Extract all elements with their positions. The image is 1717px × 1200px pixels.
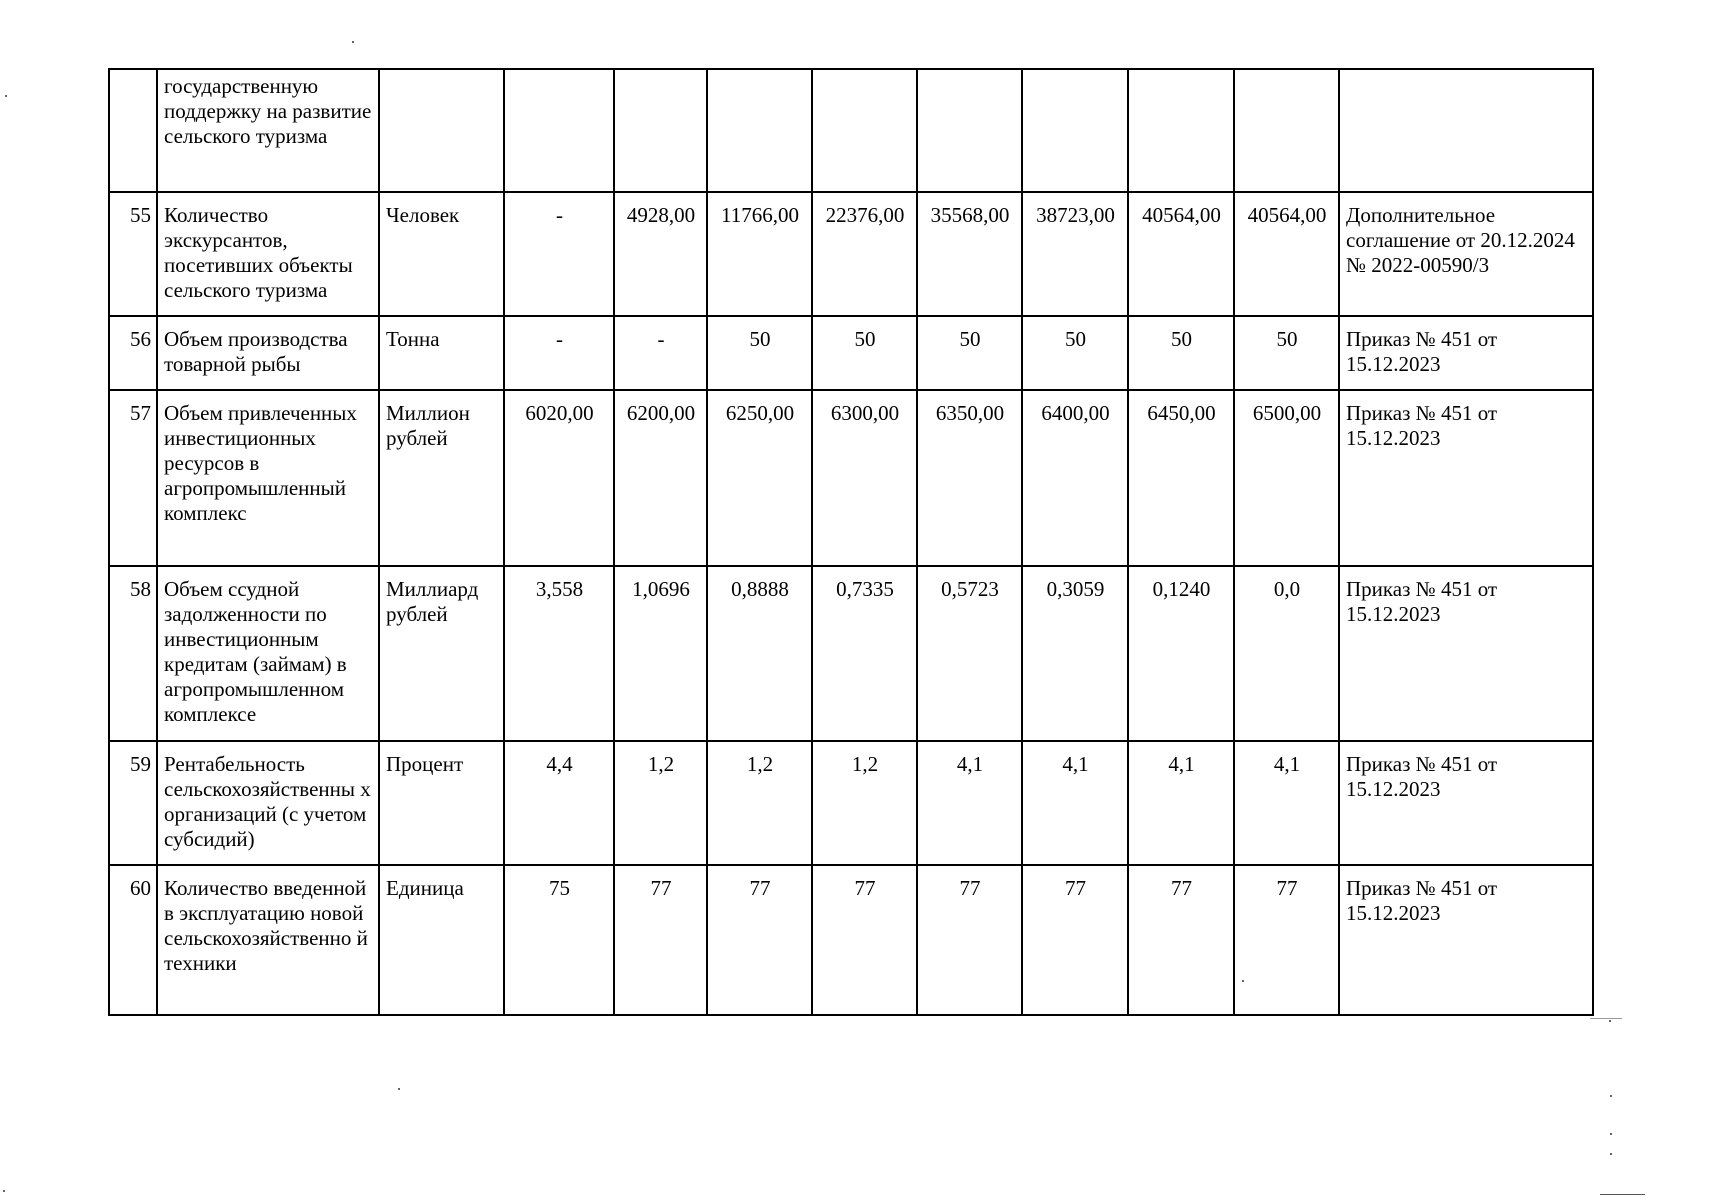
unit-cell: Миллиард рублей — [379, 566, 504, 741]
row-number-cell: 60 — [109, 865, 157, 1015]
row-number-cell — [109, 69, 157, 192]
value-cell — [504, 69, 614, 192]
value-cell: 6300,00 — [812, 390, 917, 566]
value-cell: 6350,00 — [917, 390, 1022, 566]
value-cell: 0,5723 — [917, 566, 1022, 741]
value-cell: 75 — [504, 865, 614, 1015]
unit-cell — [379, 69, 504, 192]
value-cell: 77 — [812, 865, 917, 1015]
source-cell: Приказ № 451 от 15.12.2023 — [1339, 741, 1593, 865]
indicator-name-cell: Количество введенной в эксплуатацию новой сельскохозяйственно й техники — [157, 865, 379, 1015]
value-cell: 50 — [707, 316, 812, 390]
value-cell: 4,1 — [1128, 741, 1234, 865]
value-cell: 6500,00 — [1234, 390, 1339, 566]
value-cell: 35568,00 — [917, 192, 1022, 316]
table-row — [109, 390, 1593, 566]
value-cell — [707, 69, 812, 192]
value-cell — [812, 69, 917, 192]
table-row — [109, 192, 1593, 316]
row-number-cell: 55 — [109, 192, 157, 316]
value-cell: 0,7335 — [812, 566, 917, 741]
unit-cell: Единица — [379, 865, 504, 1015]
table-row — [109, 741, 1593, 865]
value-cell: 38723,00 — [1022, 192, 1128, 316]
value-cell: 0,8888 — [707, 566, 812, 741]
indicator-name-cell: Количество экскурсантов, посетивших объекты сельского туризма — [157, 192, 379, 316]
value-cell: 50 — [1234, 316, 1339, 390]
row-number-cell: 57 — [109, 390, 157, 566]
scan-speck — [352, 41, 354, 43]
value-cell: 4,4 — [504, 741, 614, 865]
indicator-name-cell: государственную поддержку на развитие сельского туризма — [157, 69, 379, 192]
value-cell: 1,2 — [614, 741, 707, 865]
table-row — [109, 69, 1593, 192]
scan-speck — [1610, 1153, 1612, 1155]
indicator-name-cell: Объем ссудной задолженности по инвестиционным кредитам (займам) в агропромышленном комплексе — [157, 566, 379, 741]
value-cell: 4,1 — [1234, 741, 1339, 865]
value-cell — [1022, 69, 1128, 192]
row-number-cell: 56 — [109, 316, 157, 390]
value-cell: 6450,00 — [1128, 390, 1234, 566]
scan-speck — [398, 1088, 400, 1090]
value-cell: 1,2 — [812, 741, 917, 865]
scan-edge-line — [1600, 1194, 1645, 1195]
value-cell: 1,0696 — [614, 566, 707, 741]
value-cell: 0,0 — [1234, 566, 1339, 741]
source-cell: Приказ № 451 от 15.12.2023 — [1339, 390, 1593, 566]
table-row — [109, 566, 1593, 741]
value-cell: 6200,00 — [614, 390, 707, 566]
value-cell: 1,2 — [707, 741, 812, 865]
value-cell: 77 — [1234, 865, 1339, 1015]
row-number-cell: 58 — [109, 566, 157, 741]
value-cell: 77 — [707, 865, 812, 1015]
value-cell: 40564,00 — [1128, 192, 1234, 316]
value-cell: 3,558 — [504, 566, 614, 741]
value-cell: 4,1 — [1022, 741, 1128, 865]
scan-speck — [1609, 1020, 1611, 1022]
value-cell: 77 — [1022, 865, 1128, 1015]
value-cell: 22376,00 — [812, 192, 917, 316]
source-cell: Дополнительное соглашение от 20.12.2024 № 2022-00590/3 — [1339, 192, 1593, 316]
value-cell: 50 — [1128, 316, 1234, 390]
value-cell: - — [504, 192, 614, 316]
indicator-name-cell: Объем привлеченных инвестиционных ресурсов в агропромышленный комплекс — [157, 390, 379, 566]
source-cell — [1339, 69, 1593, 192]
unit-cell: Миллион рублей — [379, 390, 504, 566]
indicator-name-cell: Рентабельность сельскохозяйственны х организаций (с учетом субсидий) — [157, 741, 379, 865]
scan-speck — [1610, 1095, 1612, 1097]
value-cell: - — [614, 316, 707, 390]
table-body — [109, 69, 1593, 1015]
value-cell: 0,3059 — [1022, 566, 1128, 741]
indicator-name-cell: Объем производства товарной рыбы — [157, 316, 379, 390]
value-cell: 77 — [917, 865, 1022, 1015]
table-row — [109, 865, 1593, 1015]
value-cell: 50 — [812, 316, 917, 390]
source-cell: Приказ № 451 от 15.12.2023 — [1339, 865, 1593, 1015]
unit-cell: Процент — [379, 741, 504, 865]
table-row — [109, 316, 1593, 390]
value-cell: 0,1240 — [1128, 566, 1234, 741]
unit-cell: Тонна — [379, 316, 504, 390]
scan-speck — [5, 95, 7, 97]
value-cell — [614, 69, 707, 192]
source-cell: Приказ № 451 от 15.12.2023 — [1339, 316, 1593, 390]
value-cell: 6400,00 — [1022, 390, 1128, 566]
value-cell: 11766,00 — [707, 192, 812, 316]
value-cell — [1128, 69, 1234, 192]
value-cell: - — [504, 316, 614, 390]
value-cell: 6020,00 — [504, 390, 614, 566]
value-cell — [1234, 69, 1339, 192]
value-cell — [917, 69, 1022, 192]
source-cell: Приказ № 451 от 15.12.2023 — [1339, 566, 1593, 741]
value-cell: 50 — [1022, 316, 1128, 390]
value-cell: 77 — [614, 865, 707, 1015]
scan-speck — [1242, 980, 1244, 982]
value-cell: 50 — [917, 316, 1022, 390]
scan-speck — [1610, 1133, 1612, 1135]
value-cell: 4,1 — [917, 741, 1022, 865]
value-cell: 4928,00 — [614, 192, 707, 316]
value-cell: 77 — [1128, 865, 1234, 1015]
unit-cell: Человек — [379, 192, 504, 316]
value-cell: 6250,00 — [707, 390, 812, 566]
indicators-table — [108, 68, 1594, 1016]
scan-speck — [3, 1190, 5, 1192]
row-number-cell: 59 — [109, 741, 157, 865]
value-cell: 40564,00 — [1234, 192, 1339, 316]
scan-edge-line — [1590, 1018, 1622, 1019]
